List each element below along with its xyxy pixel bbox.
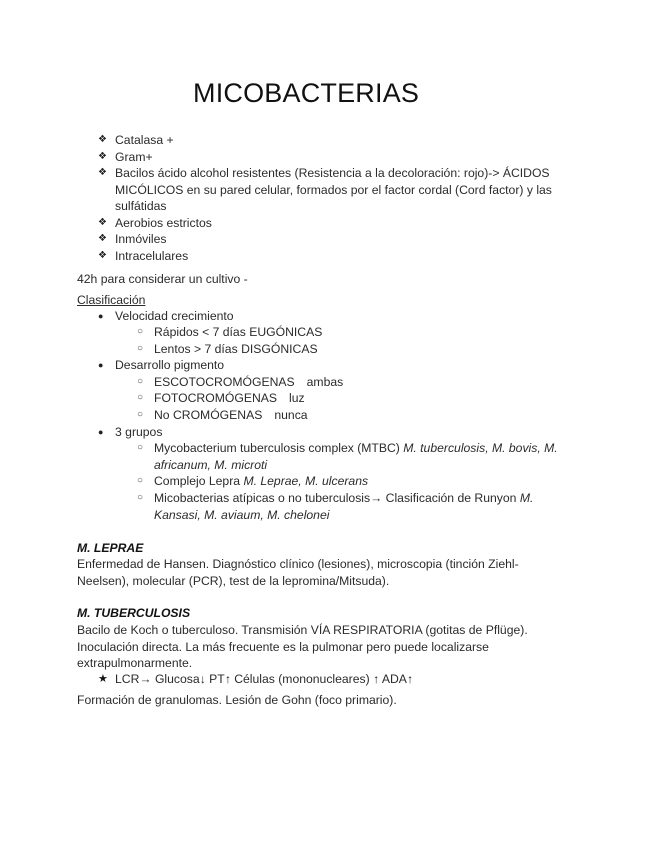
circle-bullet-icon: ○ (137, 492, 144, 503)
nonchromogen-item: ○ No CROMÓGENAS nunca (137, 408, 308, 422)
photochromogen-item: ○ FOTOCROMÓGENAS luz (137, 391, 305, 405)
diamond-bullet-icon: ❖ (98, 216, 107, 228)
circle-bullet-icon: ○ (137, 392, 144, 403)
circle-bullet-icon: ○ (137, 475, 144, 486)
bullet-icon: ● (98, 427, 104, 437)
bullet-icon: ● (98, 360, 104, 370)
leprae-paragraph: Enfermedad de Hansen. Diagnóstico clínico (lesiones), microscopia (tinción Ziehl-Neelsen), molecular (PCR), test de la lepromina/Mitsuda). (77, 557, 519, 588)
culture-note: 42h para considerar un cultivo - (77, 272, 248, 286)
list-item: ❖ Intracelulares (98, 248, 189, 263)
list-item: ❖ Inmóviles (98, 232, 167, 246)
diamond-bullet-icon: ❖ (98, 249, 107, 261)
diamond-bullet-icon: ❖ (98, 134, 107, 145)
scotochromogen-item: ○ ESCOTOCROMÓGENAS ambas (137, 375, 344, 389)
list-item: ❖ Aerobios estrictos (98, 215, 212, 230)
classification-heading: Clasificación (77, 293, 146, 307)
circle-bullet-icon: ○ (137, 343, 144, 354)
star-icon: ★ (98, 673, 108, 685)
diamond-bullet-icon: ❖ (98, 150, 107, 162)
lepra-complex-item: ○ Complejo Lepra M. Leprae, M. ulcerans (137, 474, 369, 488)
growth-slow-item: ○ Lentos > 7 días DISGÓNICAS (137, 342, 318, 356)
page-title: MICOBACTERIAS (193, 78, 420, 108)
properties-list (98, 132, 588, 264)
granulomas-note: Formación de granulomas. Lesión de Gohn (foco primario). (77, 693, 397, 707)
circle-bullet-icon: ○ (137, 326, 144, 337)
atypical-item: ○ Micobacterias atípicas o no tuberculosis→ Clasificación de Runyon M. Kansasi, M. aviaum, M. chelonei (137, 491, 534, 522)
diamond-bullet-icon: ❖ (98, 233, 107, 244)
tuberculosis-heading: M. TUBERCULOSIS (77, 606, 191, 620)
circle-bullet-icon: ○ (137, 409, 144, 420)
document-page: MICOBACTERIAS ❖ Catalasa + ❖ Gram+ ❖ Bacilos ácido alcohol resistentes (Resistencia a la decoloración: rojo)-> ÁCIDOS MICÓLICOS en su pared celular, formados por el factor cordal (Cord factor) y las sulfátidas ❖ Aerobios estrictos ❖ Inmóviles ❖ Intracelulares 42h para considerar un cultivo - Clasificación ● Velocidad crecimiento ○ Rápidos < 7 días EUGÓNICAS ○ Lentos > 7 días DISGÓNICAS ● Desarrollo pigmento ○ ESCOTOCROMÓGENAS ambas ○ FOTOCROMÓGENAS luz ○ No CROMÓGENAS nunca ● 3 grupos ○ Mycobacterium tuberculosis complex (MTBC) M. tuberculosis, M. bovis, M. africanum, M. microti ○ Complejo Lepra M. Leprae, M. ulcerans ○ Micobacterias atípicas o no tuberculosis→ Clasificación de Runyon M. Kansasi, M. aviaum, M. chelonei M. LEPRAE Enfermedad de Hansen. Diagnóstico clínico (lesiones), microscopia (tinción Ziehl-Neelsen), molecular (PCR), test de la lepromina/Mitsuda). M. TUBERCULOSIS Bacilo de Koch o tuberculoso. Transmisión VÍA RESPIRATORIA (gotitas de Pflüge). Inoculación directa. La más frecuente es la pulmonar pero puede localizarse extrapulmonarmente. ★ LCR→ Glucosa↓ PT↑ Células (mononucleares) ↑ ADA↑ Formación de granulomas. Lesión de Gohn (foco primario). (0, 0, 655, 848)
bullet-icon: ● (98, 311, 104, 321)
diamond-bullet-icon: ❖ (98, 167, 107, 178)
growth-fast-item: ○ Rápidos < 7 días EUGÓNICAS (137, 325, 323, 339)
tuberculosis-paragraph: Bacilo de Koch o tuberculoso. Transmisión VÍA RESPIRATORIA (gotitas de Pflüge). Inoculación directa. La más frecuente es la pulmonar pero puede localizarse extrapulmonarmente. (77, 623, 528, 670)
list-item: ❖ Catalasa + (98, 133, 174, 147)
circle-bullet-icon: ○ (137, 442, 144, 453)
list-item: ❖ Bacilos ácido alcohol resistentes (Resistencia a la decoloración: rojo)-> ÁCIDOS MICÓLICOS en su pared celular, formados por el factor cordal (Cord factor) y las sulfátidas (98, 166, 552, 213)
leprae-heading: M. LEPRAE (77, 541, 144, 555)
mtbc-item: ○ Mycobacterium tuberculosis complex (MTBC) M. tuberculosis, M. bovis, M. africanum, M. microti (137, 441, 558, 472)
circle-bullet-icon: ○ (137, 376, 144, 387)
list-item: ❖ Gram+ (98, 149, 153, 164)
